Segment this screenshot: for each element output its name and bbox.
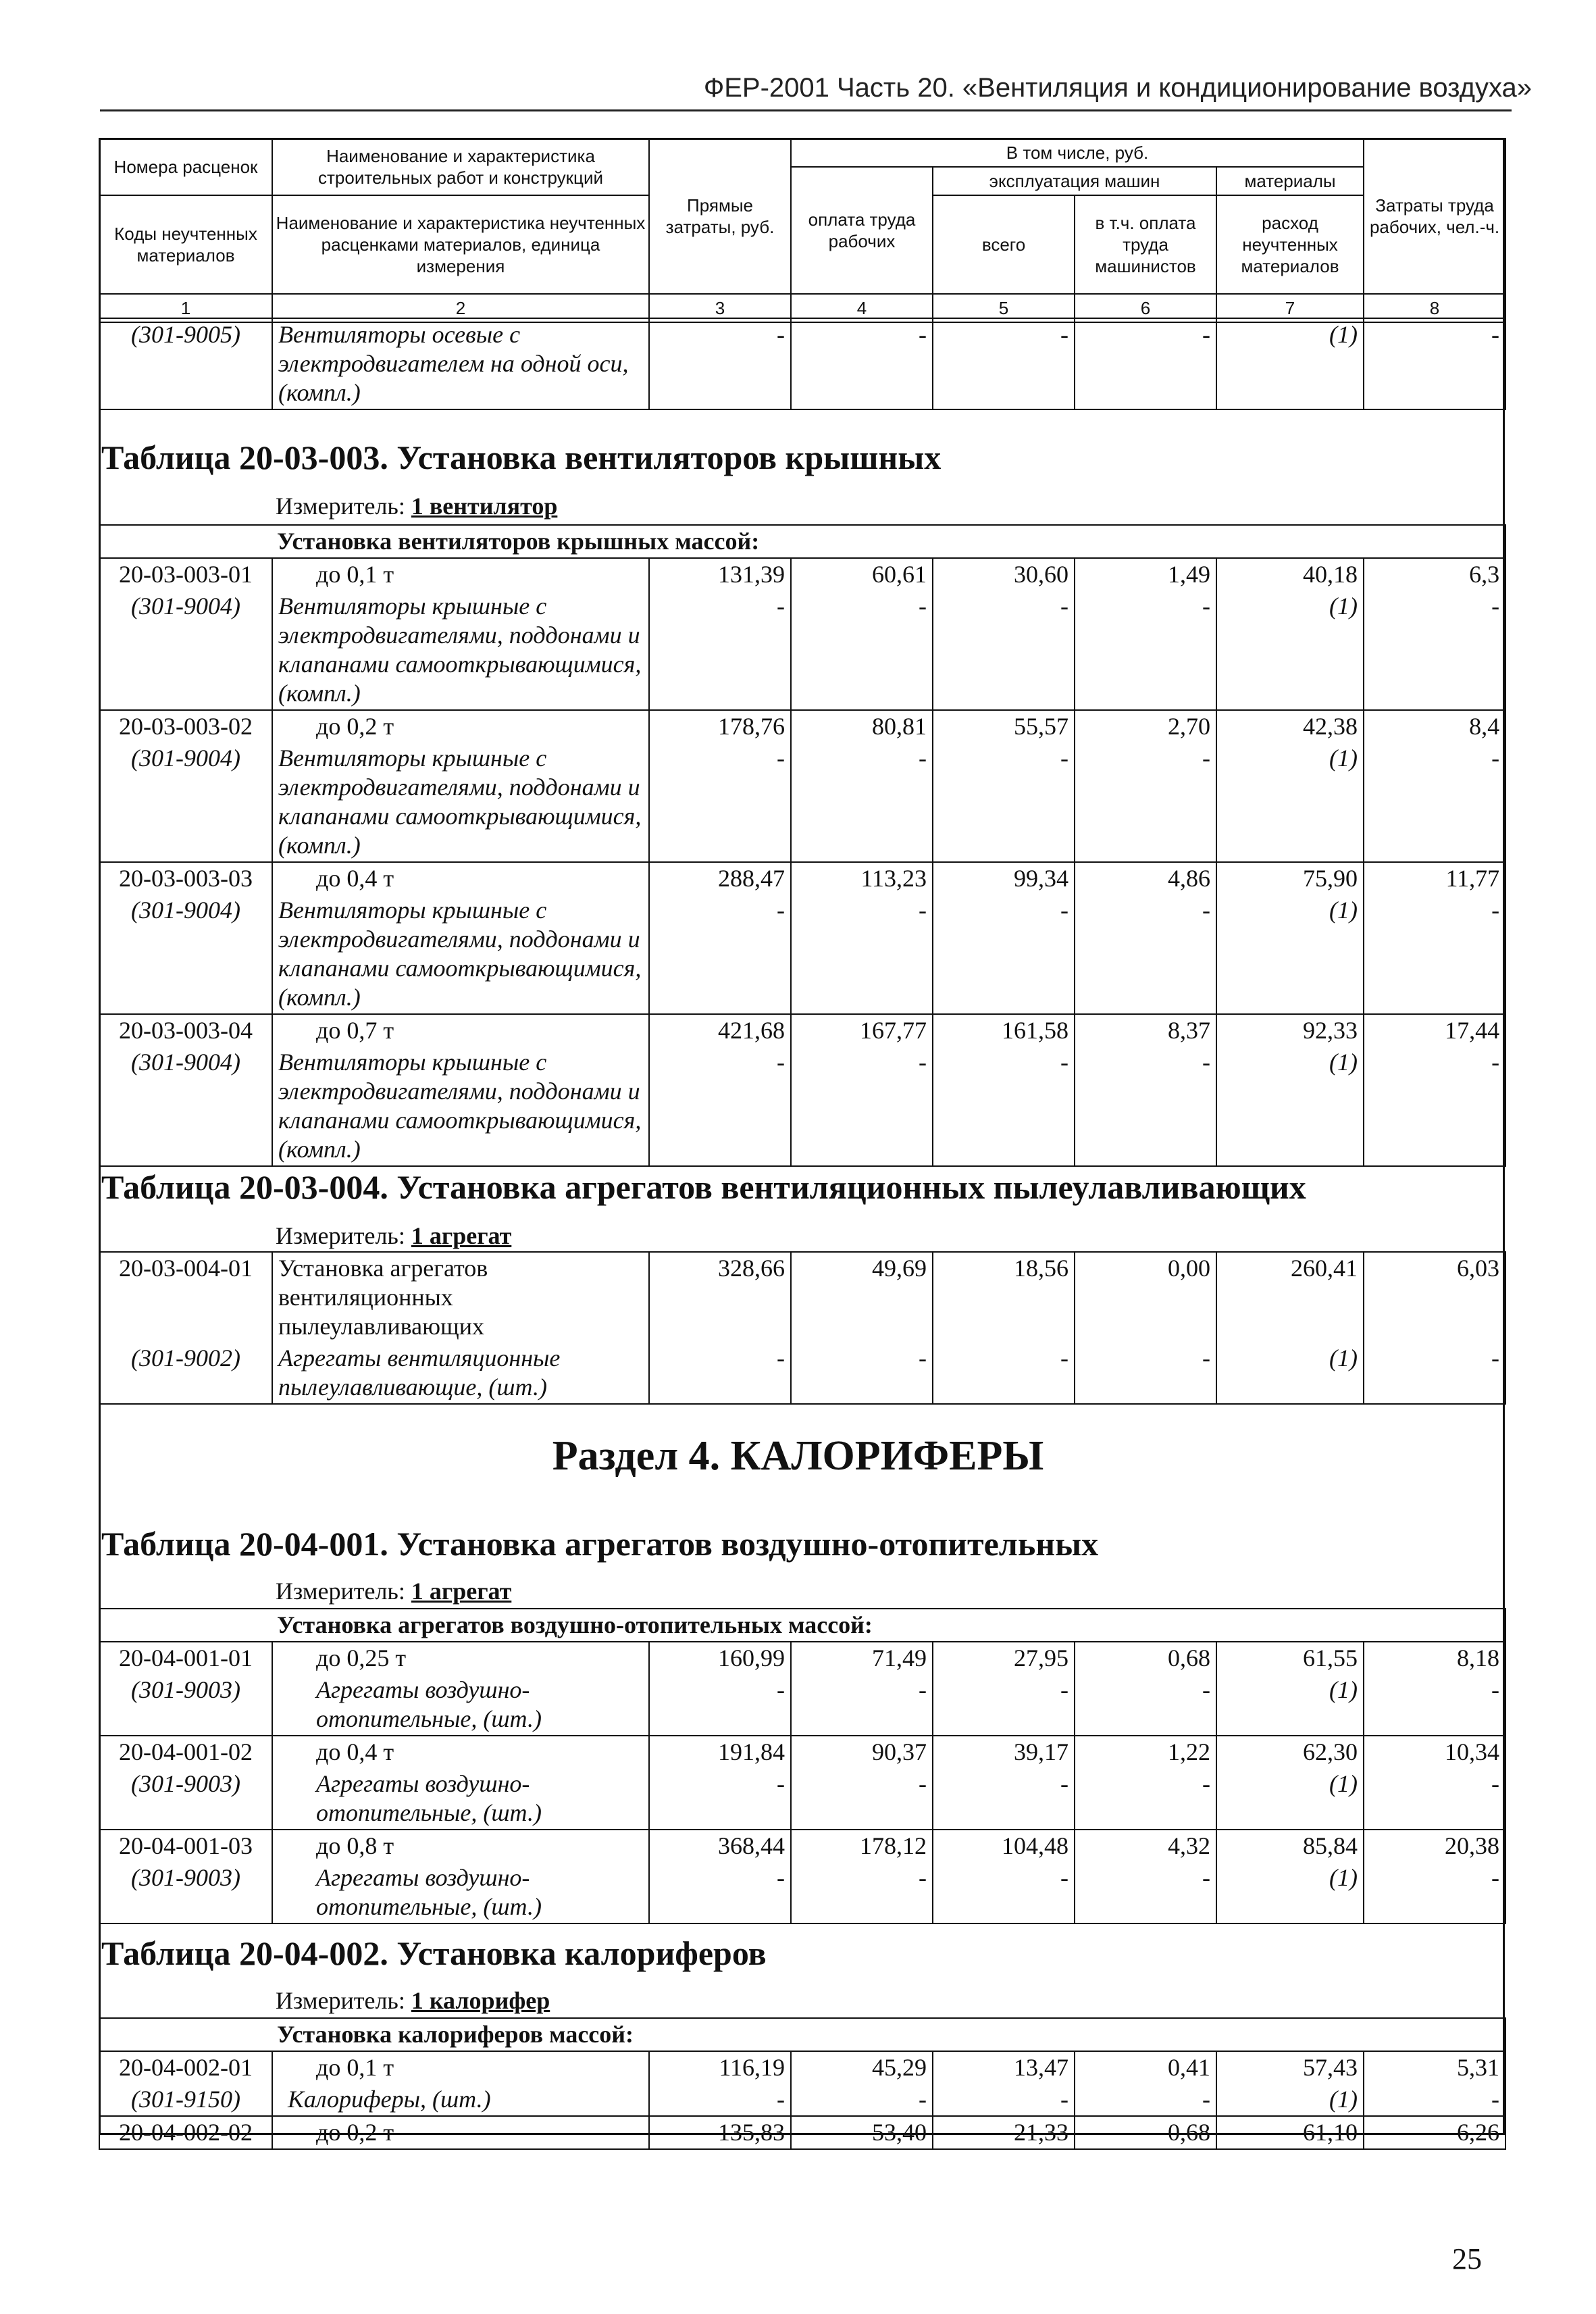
table-row (99, 2084, 1505, 2116)
value-cell: - (1075, 1047, 1216, 1166)
value-cell: 0,68 (1075, 2116, 1216, 2149)
value-cell: 4,32 (1075, 1830, 1216, 1862)
table-row (99, 1642, 1505, 1674)
material-code: (301-9004) (99, 590, 272, 710)
value-cell: (1) (1216, 1342, 1364, 1404)
value-cell: 39,17 (933, 1736, 1075, 1768)
value-cell: - (649, 1047, 791, 1166)
value-cell: 178,76 (649, 710, 791, 743)
material-code: (301-9003) (99, 1768, 272, 1830)
material-name: Вентиляторы крышные с электродвигателями, поддонами и клапанами самооткрывающимися, (компл.) (272, 590, 649, 710)
colnum-6: 6 (1075, 294, 1216, 322)
value-cell: 5,31 (1364, 2051, 1505, 2084)
value-cell: (1) (1216, 1768, 1364, 1830)
table-row (99, 1014, 1505, 1047)
rate-desc: Установка агрегатов вентиляционных пылеулавливающих (272, 1252, 649, 1342)
rate-code: 20-04-001-01 (99, 1642, 272, 1674)
value-cell: 27,95 (933, 1642, 1075, 1674)
value-cell: 131,39 (649, 558, 791, 590)
material-name: Вентиляторы осевые с электродвигателем на одной оси, (компл.) (272, 318, 649, 409)
value-cell: 61,55 (1216, 1642, 1364, 1674)
value-cell: - (1075, 590, 1216, 710)
table-row (99, 710, 1505, 743)
rate-code: 20-03-003-02 (99, 710, 272, 743)
colnum-1: 1 (99, 294, 272, 322)
value-cell: 55,57 (933, 710, 1075, 743)
value-cell: 178,12 (791, 1830, 933, 1862)
value-cell: - (1364, 590, 1505, 710)
table-row (99, 1768, 1505, 1830)
rate-code: 20-04-002-01 (99, 2051, 272, 2084)
value-cell: - (1075, 1342, 1216, 1404)
meter-label: Измеритель: (276, 1578, 405, 1605)
value-cell: 45,29 (791, 2051, 933, 2084)
material-name: Калориферы, (шт.) (272, 2084, 649, 2116)
table-row (99, 1674, 1505, 1736)
value-cell: 2,70 (1075, 710, 1216, 743)
table-20-03-003 (99, 524, 1506, 1167)
meter (276, 492, 557, 520)
value-cell: - (791, 895, 933, 1014)
colnum-5: 5 (933, 294, 1075, 322)
table-row (99, 862, 1505, 895)
meter (276, 1577, 511, 1605)
value-cell: - (649, 1674, 791, 1736)
table-row (99, 895, 1505, 1014)
value-cell: 421,68 (649, 1014, 791, 1047)
value-cell: 57,43 (1216, 2051, 1364, 2084)
value-cell: - (1075, 743, 1216, 862)
header-rate-number: Номера расценок (99, 139, 272, 195)
value-cell: - (791, 2084, 933, 2116)
value-cell: 113,23 (791, 862, 933, 895)
value-cell: 1,49 (1075, 558, 1216, 590)
value-cell: - (933, 743, 1075, 862)
table-row (99, 558, 1505, 590)
value-cell: 71,49 (791, 1642, 933, 1674)
value-cell: - (649, 318, 791, 409)
header-material-codes: Коды неучтенных материалов (99, 195, 272, 294)
value-cell: - (1364, 318, 1505, 409)
value-cell: - (649, 1342, 791, 1404)
value-cell: 288,47 (649, 862, 791, 895)
table-row (99, 1342, 1505, 1404)
rate-desc: до 0,4 т (272, 862, 649, 895)
page-number: 25 (1452, 2242, 1482, 2275)
value-cell: - (1364, 1674, 1505, 1736)
value-cell: 99,34 (933, 862, 1075, 895)
rate-desc: до 0,1 т (272, 558, 649, 590)
value-cell: (1) (1216, 1047, 1364, 1166)
rate-code: 20-03-003-01 (99, 558, 272, 590)
value-cell: 0,68 (1075, 1642, 1216, 1674)
colnum-3: 3 (649, 294, 791, 322)
material-name: Агрегаты воздушно-отопительные, (шт.) (272, 1768, 649, 1830)
header-materials: материалы (1216, 167, 1364, 195)
value-cell: - (933, 1768, 1075, 1830)
column-header (99, 138, 1506, 323)
material-name: Вентиляторы крышные с электродвигателями, поддонами и клапанами самооткрывающимися, (компл.) (272, 743, 649, 862)
table-title: Таблица 20-03-004. Установка агрегатов вентиляционных пылеулавливающих (101, 1168, 1306, 1206)
table-20-04-002 (99, 2017, 1506, 2150)
value-cell: 4,86 (1075, 862, 1216, 895)
value-cell: 21,33 (933, 2116, 1075, 2149)
table-title: Таблица 20-03-003. Установка вентиляторов крышных (101, 438, 942, 476)
header-operator-pay: в т.ч. оплата труда машинистов (1075, 195, 1216, 294)
value-cell: - (1075, 2084, 1216, 2116)
header-machines: эксплуатация машин (933, 167, 1216, 195)
table-title: Таблица 20-04-002. Установка калориферов (101, 1934, 767, 1972)
meter-label: Измеритель: (276, 1222, 405, 1249)
page-header: ФЕР-2001 Часть 20. «Вентиляция и кондиционирование воздуха» (703, 73, 1532, 103)
header-material-name: Наименование и характеристика неучтенных расценками материалов, единица измерения (272, 195, 649, 294)
table-20-04-001 (99, 1608, 1506, 1924)
value-cell: - (791, 590, 933, 710)
header-direct-costs: Прямые затраты, руб. (649, 139, 791, 294)
table-row (99, 1830, 1505, 1862)
rate-code: 20-04-001-02 (99, 1736, 272, 1768)
value-cell: - (649, 590, 791, 710)
table-row (99, 1252, 1505, 1342)
value-cell: (1) (1216, 895, 1364, 1014)
table-row (99, 1736, 1505, 1768)
value-cell: 116,19 (649, 2051, 791, 2084)
header-work-name: Наименование и характеристика строительных работ и конструкций (272, 139, 649, 195)
header-machines-total: всего (933, 195, 1075, 294)
rate-code: 20-03-003-03 (99, 862, 272, 895)
header-labor-costs: Затраты труда рабочих, чел.-ч. (1364, 139, 1505, 294)
value-cell: - (933, 318, 1075, 409)
value-cell: - (791, 743, 933, 862)
table-subheading: Установка вентиляторов крышных массой: (99, 525, 1505, 558)
table-row (99, 743, 1505, 862)
value-cell: 8,37 (1075, 1014, 1216, 1047)
value-cell: - (649, 743, 791, 862)
value-cell: 92,33 (1216, 1014, 1364, 1047)
value-cell: 8,18 (1364, 1642, 1505, 1674)
table-subheading: Установка агрегатов воздушно-отопительных массой: (99, 1609, 1505, 1642)
value-cell: 60,61 (791, 558, 933, 590)
value-cell: 6,26 (1364, 2116, 1505, 2149)
value-cell: - (1364, 2084, 1505, 2116)
table-row (99, 2116, 1505, 2149)
value-cell: 161,58 (933, 1014, 1075, 1047)
value-cell: - (791, 318, 933, 409)
value-cell: - (1364, 1047, 1505, 1166)
table-row (99, 2051, 1505, 2084)
meter-value: 1 агрегат (411, 1578, 512, 1605)
value-cell: 160,99 (649, 1642, 791, 1674)
value-cell: - (933, 1342, 1075, 1404)
rate-code: 20-04-002-02 (99, 2116, 272, 2149)
value-cell: 90,37 (791, 1736, 933, 1768)
meter-value: 1 калорифер (411, 1987, 550, 2014)
material-name: Агрегаты воздушно-отопительные, (шт.) (272, 1862, 649, 1923)
value-cell: 75,90 (1216, 862, 1364, 895)
table-row (99, 1047, 1505, 1166)
table-row (99, 590, 1505, 710)
value-cell: - (933, 590, 1075, 710)
value-cell: 8,4 (1364, 710, 1505, 743)
meter-value: 1 вентилятор (411, 493, 558, 520)
value-cell: 53,40 (791, 2116, 933, 2149)
rate-desc: до 0,25 т (272, 1642, 649, 1674)
header-material-consumption: расход неучтенных материалов (1216, 195, 1364, 294)
value-cell: 104,48 (933, 1830, 1075, 1862)
value-cell: - (933, 2084, 1075, 2116)
value-cell: - (1364, 1768, 1505, 1830)
value-cell: (1) (1216, 318, 1364, 409)
value-cell: - (649, 1768, 791, 1830)
rate-desc: до 0,2 т (272, 2116, 649, 2149)
value-cell: 328,66 (649, 1252, 791, 1342)
section-title: Раздел 4. КАЛОРИФЕРЫ (552, 1433, 1044, 1479)
value-cell: - (933, 895, 1075, 1014)
value-cell: - (791, 1862, 933, 1923)
material-name: Вентиляторы крышные с электродвигателями, поддонами и клапанами самооткрывающимися, (компл.) (272, 895, 649, 1014)
material-name: Агрегаты воздушно-отопительные, (шт.) (272, 1674, 649, 1736)
material-code: (301-9003) (99, 1674, 272, 1736)
value-cell: - (1364, 1342, 1505, 1404)
value-cell: - (791, 1342, 933, 1404)
value-cell: - (1075, 318, 1216, 409)
material-name: Агрегаты вентиляционные пылеулавливающие, (шт.) (272, 1342, 649, 1404)
value-cell: - (933, 1862, 1075, 1923)
value-cell: - (1364, 895, 1505, 1014)
header-including: В том числе, руб. (791, 139, 1364, 167)
value-cell: 0,00 (1075, 1252, 1216, 1342)
rate-desc: до 0,2 т (272, 710, 649, 743)
value-cell: 6,03 (1364, 1252, 1505, 1342)
colnum-7: 7 (1216, 294, 1364, 322)
value-cell: 13,47 (933, 2051, 1075, 2084)
table-row (99, 318, 1505, 409)
value-cell: 17,44 (1364, 1014, 1505, 1047)
colnum-4: 4 (791, 294, 933, 322)
value-cell: 62,30 (1216, 1736, 1364, 1768)
value-cell: - (933, 1047, 1075, 1166)
header-rule (100, 109, 1512, 111)
table-row (99, 1862, 1505, 1923)
meter (276, 1222, 511, 1250)
colnum-2: 2 (272, 294, 649, 322)
value-cell: 40,18 (1216, 558, 1364, 590)
value-cell: 49,69 (791, 1252, 933, 1342)
value-cell: - (1075, 1674, 1216, 1736)
rate-code: 20-04-001-03 (99, 1830, 272, 1862)
value-cell: - (649, 895, 791, 1014)
value-cell: 1,22 (1075, 1736, 1216, 1768)
value-cell: 61,10 (1216, 2116, 1364, 2149)
value-cell: (1) (1216, 2084, 1364, 2116)
value-cell: - (791, 1674, 933, 1736)
material-code: (301-9005) (99, 318, 272, 409)
material-code: (301-9004) (99, 743, 272, 862)
material-code: (301-9003) (99, 1862, 272, 1923)
value-cell: 85,84 (1216, 1830, 1364, 1862)
value-cell: - (1075, 1768, 1216, 1830)
meter-label: Измеритель: (276, 1987, 405, 2014)
table-subheading: Установка калориферов массой: (99, 2018, 1505, 2051)
rate-desc: до 0,1 т (272, 2051, 649, 2084)
value-cell: - (791, 1047, 933, 1166)
value-cell: 0,41 (1075, 2051, 1216, 2084)
rate-desc: до 0,7 т (272, 1014, 649, 1047)
rate-code: 20-03-003-04 (99, 1014, 272, 1047)
value-cell: (1) (1216, 743, 1364, 862)
material-code: (301-9002) (99, 1342, 272, 1404)
continued-table (99, 318, 1506, 410)
value-cell: 368,44 (649, 1830, 791, 1862)
value-cell: 30,60 (933, 558, 1075, 590)
value-cell: 6,3 (1364, 558, 1505, 590)
value-cell: - (791, 1768, 933, 1830)
table-title: Таблица 20-04-001. Установка агрегатов воздушно-отопительных (101, 1525, 1099, 1563)
material-name: Вентиляторы крышные с электродвигателями, поддонами и клапанами самооткрывающимися, (компл.) (272, 1047, 649, 1166)
material-code: (301-9150) (99, 2084, 272, 2116)
meter-label: Измеритель: (276, 493, 405, 520)
value-cell: 167,77 (791, 1014, 933, 1047)
value-cell: - (649, 2084, 791, 2116)
value-cell: - (649, 1862, 791, 1923)
table-20-03-004 (99, 1251, 1506, 1405)
material-code: (301-9004) (99, 1047, 272, 1166)
value-cell: 260,41 (1216, 1252, 1364, 1342)
value-cell: - (1364, 743, 1505, 862)
value-cell: (1) (1216, 1674, 1364, 1736)
meter (276, 1986, 550, 2015)
value-cell: 20,38 (1364, 1830, 1505, 1862)
value-cell: (1) (1216, 1862, 1364, 1923)
header-worker-pay: оплата труда рабочих (791, 167, 933, 294)
value-cell: 80,81 (791, 710, 933, 743)
value-cell: (1) (1216, 590, 1364, 710)
value-cell: - (1364, 1862, 1505, 1923)
meter-value: 1 агрегат (411, 1222, 512, 1249)
value-cell: - (1075, 1862, 1216, 1923)
value-cell: 10,34 (1364, 1736, 1505, 1768)
value-cell: 18,56 (933, 1252, 1075, 1342)
colnum-8: 8 (1364, 294, 1505, 322)
value-cell: 42,38 (1216, 710, 1364, 743)
value-cell: - (933, 1674, 1075, 1736)
value-cell: 191,84 (649, 1736, 791, 1768)
rate-desc: до 0,4 т (272, 1736, 649, 1768)
value-cell: - (1075, 895, 1216, 1014)
rate-desc: до 0,8 т (272, 1830, 649, 1862)
material-code: (301-9004) (99, 895, 272, 1014)
rate-code: 20-03-004-01 (99, 1252, 272, 1342)
value-cell: 11,77 (1364, 862, 1505, 895)
value-cell: 135,83 (649, 2116, 791, 2149)
